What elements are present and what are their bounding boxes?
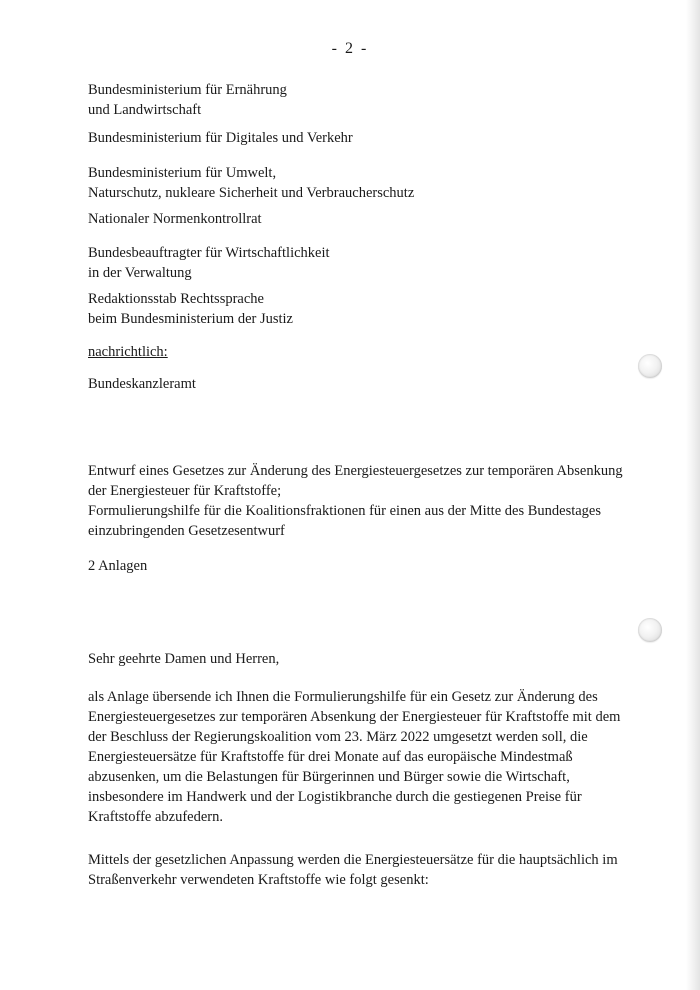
body-paragraph-2: [88, 850, 648, 890]
subject-line: der Energiesteuer für Kraftstoffe;: [88, 483, 282, 499]
page-number: - 2 -: [331, 40, 369, 57]
recipient-line: Nationaler Normenkontrollrat: [88, 211, 262, 227]
body-line: insbesondere im Handwerk und der Logistikbranche durch die gestiegenen Preise für: [88, 789, 582, 805]
attachments-note: 2 Anlagen: [88, 558, 148, 574]
salutation: Sehr geehrte Damen und Herren,: [88, 651, 280, 667]
recipient-line: in der Verwaltung: [88, 265, 192, 281]
recipient-redaktionsstab: [88, 289, 648, 329]
recipient-bmdv: [88, 128, 648, 148]
recipient-line: beim Bundesministerium der Justiz: [88, 311, 293, 327]
recipient-line: Bundesbeauftragter für Wirtschaftlichkeit: [88, 245, 330, 261]
recipient-line: Naturschutz, nukleare Sicherheit und Verbraucherschutz: [88, 185, 415, 201]
subject-line: Entwurf eines Gesetzes zur Änderung des Energiesteuergesetzes zur temporären Absenkung: [88, 463, 623, 479]
recipient-bmel: [88, 80, 648, 120]
recipient-nkr: [88, 209, 648, 229]
recipient-line: Bundesministerium für Umwelt,: [88, 165, 277, 181]
cc-recipient: Bundeskanzleramt: [88, 376, 196, 392]
body-line: Kraftstoffe abzufedern.: [88, 809, 223, 825]
body-line: Energiesteuergesetzes zur temporären Absenkung der Energiesteuer für Kraftstoffe mit dem: [88, 709, 621, 725]
body-line: der Beschluss der Regierungskoalition vom 23. März 2022 umgesetzt werden soll, die: [88, 729, 588, 745]
recipient-line: Redaktionsstab Rechtssprache: [88, 291, 264, 307]
subject-line: einzubringenden Gesetzesentwurf: [88, 523, 285, 539]
punch-hole-lower: [638, 618, 662, 642]
recipient-line: Bundesministerium für Ernährung: [88, 82, 287, 98]
body-paragraph-1: [88, 687, 648, 827]
body-line: Energiesteuersätze für Kraftstoffe für drei Monate auf das europäische Mindestmaß: [88, 749, 573, 765]
page-edge-shadow: [686, 0, 700, 990]
recipient-line: Bundesministerium für Digitales und Verkehr: [88, 130, 353, 146]
body-line: Mittels der gesetzlichen Anpassung werden die Energiesteuersätze für die hauptsächlich im: [88, 852, 618, 868]
subject: [88, 461, 648, 541]
body-line: abzusenken, um die Belastungen für Bürgerinnen und Bürger sowie die Wirtschaft,: [88, 769, 570, 785]
recipient-bmuv: [88, 163, 648, 203]
subject-line: Formulierungshilfe für die Koalitionsfraktionen für einen aus der Mitte des Bundestages: [88, 503, 602, 519]
body-line: Straßenverkehr verwendeten Kraftstoffe wie folgt gesenkt:: [88, 872, 429, 888]
body-line: als Anlage übersende ich Ihnen die Formulierungshilfe für ein Gesetz zur Änderung des: [88, 689, 598, 705]
recipient-bwv: [88, 243, 648, 283]
cc-label: nachrichtlich:: [88, 344, 168, 360]
recipient-line: und Landwirtschaft: [88, 102, 202, 118]
